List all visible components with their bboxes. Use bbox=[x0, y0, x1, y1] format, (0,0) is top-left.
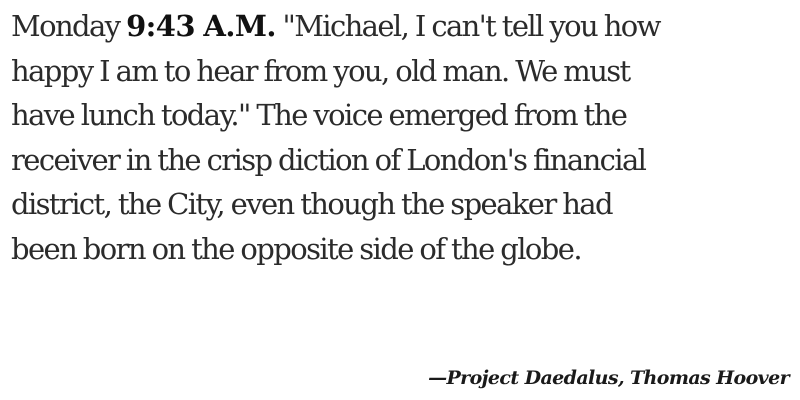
passage-line-1 bbox=[11, 4, 791, 49]
passage-text bbox=[11, 4, 791, 271]
passage-line-1-text: "Michael, I can't tell you how bbox=[282, 9, 660, 43]
passage-line-3: have lunch today." The voice emerged from the bbox=[11, 98, 627, 132]
day-label: Monday bbox=[11, 9, 120, 43]
time-label: 9:43 A.M. bbox=[126, 9, 276, 43]
passage-line-4: receiver in the crisp diction of London's financial bbox=[11, 142, 646, 177]
attribution: —Project Daedalus, Thomas Hoover bbox=[428, 367, 789, 389]
passage-line-6: been born on the opposite side of the globe. bbox=[11, 231, 581, 266]
passage-line-2: happy I am to hear from you, old man. We must bbox=[11, 53, 630, 88]
passage-line-5: district, the City, even though the speaker had bbox=[11, 187, 612, 221]
